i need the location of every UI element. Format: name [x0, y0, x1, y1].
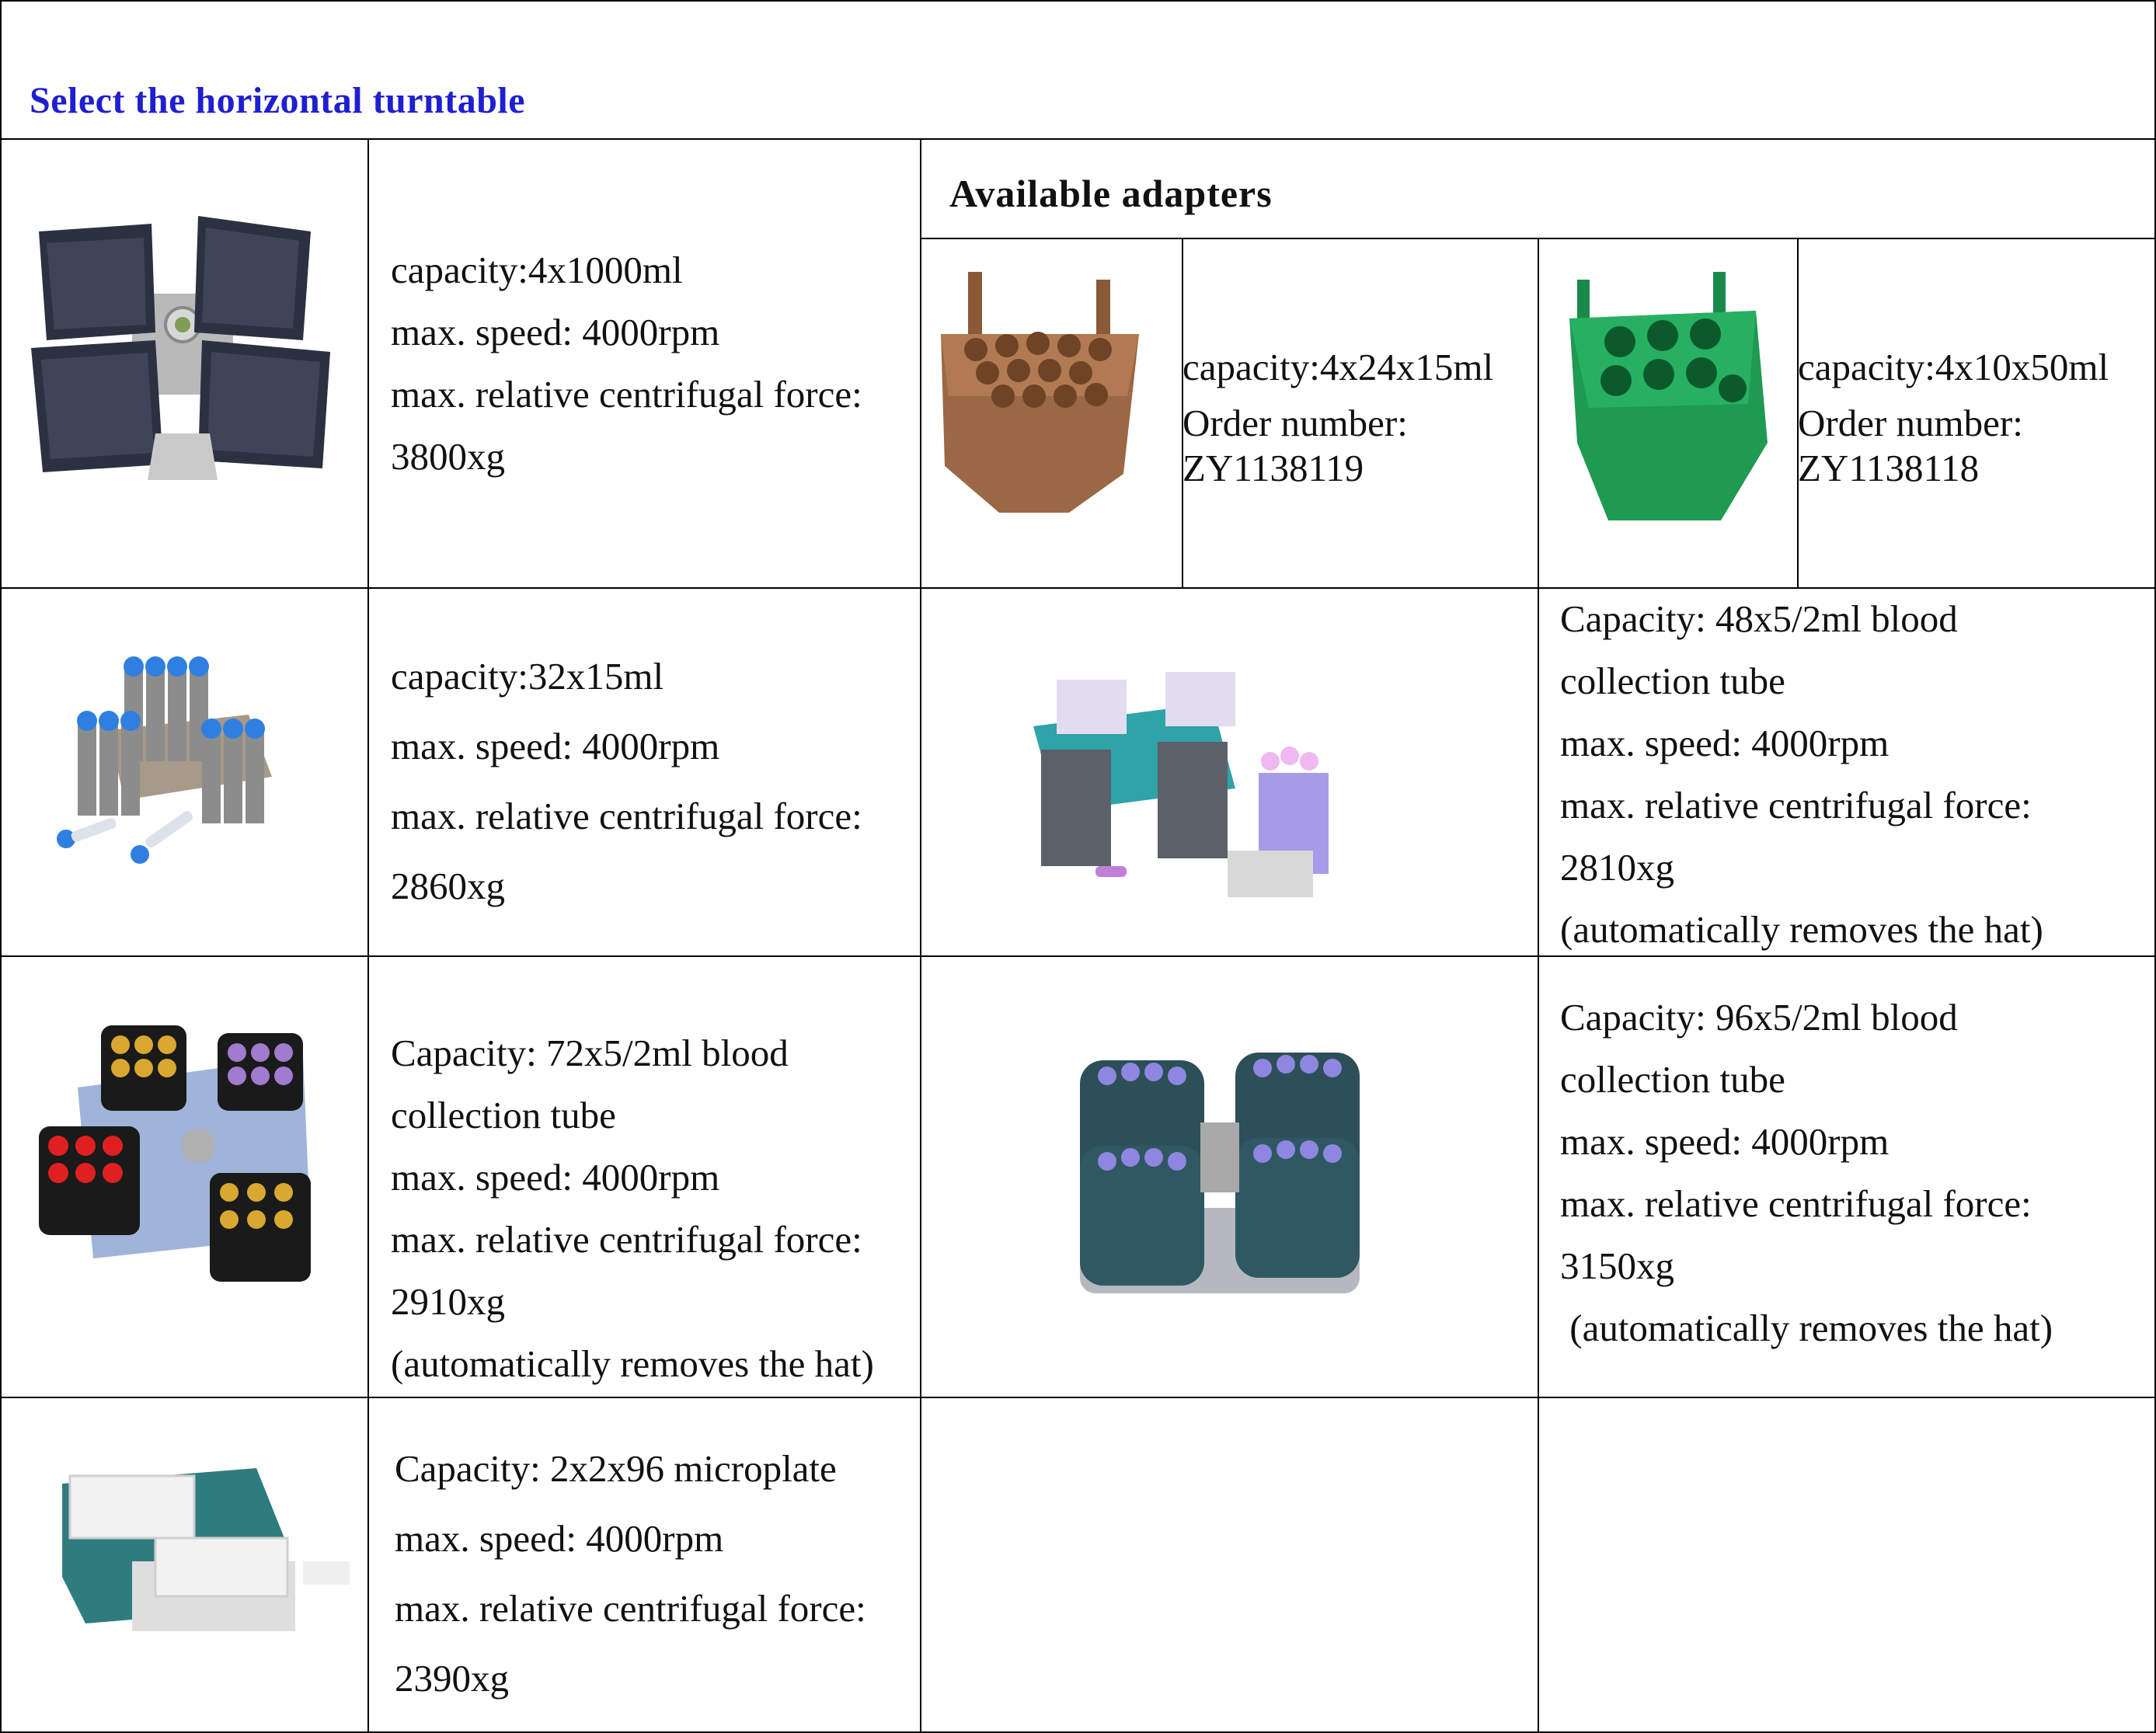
- rotor3-tube: collection tube: [1560, 659, 1785, 702]
- rotor-72-tube-image: [31, 1010, 342, 1289]
- rotor3-note: (automatically removes the hat): [1560, 908, 2043, 951]
- rotor-48-tube-image: [979, 656, 1367, 913]
- adapter-50ml-green-image: [1562, 272, 1779, 528]
- rotor-microplate-image: [23, 1453, 357, 1655]
- rotor3-rcf-label: max. relative centrifugal force:: [1560, 784, 2032, 826]
- adapter1-capacity: capacity:4x24x15ml: [1182, 346, 1494, 388]
- row4-empty-cell-2: [1538, 1397, 2156, 1733]
- rotor4-speed: max. speed: 4000rpm: [391, 1156, 720, 1199]
- rotor4-rcf-label: max. relative centrifugal force:: [391, 1218, 862, 1261]
- adapters-header: Available adapters: [949, 172, 1273, 215]
- adapter2-specs: [1798, 345, 2109, 491]
- page-title: Select the horizontal turntable: [30, 80, 526, 121]
- rotor-96-tube-image: [1064, 1029, 1375, 1309]
- rotor2-rcf-value: 2860xg: [391, 865, 505, 907]
- rotor-32x15ml-image: [16, 637, 350, 886]
- adapter2-order-number: ZY1138118: [1798, 447, 1980, 489]
- adapter1-specs: [1182, 345, 1493, 491]
- adapter2-capacity: capacity:4x10x50ml: [1798, 346, 2109, 388]
- rotor3-specs: [1560, 588, 2043, 961]
- rotor5-tube: collection tube: [1560, 1058, 1785, 1101]
- rotor2-rcf-label: max. relative centrifugal force:: [391, 795, 862, 837]
- rotor5-capacity: Capacity: 96x5/2ml blood: [1560, 996, 1958, 1039]
- rotor3-capacity: Capacity: 48x5/2ml blood: [1560, 597, 1958, 640]
- rotor4-specs: [391, 1022, 874, 1395]
- rotor5-note: (automatically removes the hat): [1560, 1307, 2053, 1349]
- rotor3-rcf-value: 2810xg: [1560, 846, 1674, 889]
- rotor5-specs: [1560, 987, 2053, 1359]
- rotor1-speed: max. speed: 4000rpm: [391, 311, 720, 353]
- rotor5-rcf-label: max. relative centrifugal force:: [1560, 1182, 2032, 1225]
- adapter-15ml-brown-image: [929, 272, 1151, 520]
- rotor5-speed: max. speed: 4000rpm: [1560, 1120, 1890, 1163]
- rotor6-capacity: Capacity: 2x2x96 microplate: [395, 1447, 837, 1490]
- rotor1-rcf-label: max. relative centrifugal force:: [391, 373, 862, 416]
- rotor1-rcf-value: 3800xg: [391, 435, 505, 478]
- rotor-4x1000ml-image: [16, 200, 350, 488]
- rotor6-specs: [395, 1434, 866, 1714]
- rotor2-specs: [391, 642, 862, 921]
- rotor1-capacity: capacity:4x1000ml: [391, 249, 683, 291]
- adapter1-order-label: Order number:: [1182, 402, 1408, 444]
- rotor4-capacity: Capacity: 72x5/2ml blood: [391, 1032, 789, 1074]
- rotor6-rcf-label: max. relative centrifugal force:: [395, 1587, 866, 1630]
- row4-empty-cell-1: [920, 1397, 1539, 1733]
- rotor6-speed: max. speed: 4000rpm: [395, 1517, 724, 1560]
- rotor4-note: (automatically removes the hat): [391, 1342, 874, 1385]
- adapter2-order-label: Order number:: [1798, 402, 2023, 444]
- rotor2-speed: max. speed: 4000rpm: [391, 725, 720, 767]
- rotor6-rcf-value: 2390xg: [395, 1657, 509, 1700]
- rotor4-rcf-value: 2910xg: [391, 1280, 505, 1323]
- adapter1-order-number: ZY1138119: [1182, 447, 1364, 489]
- rotor3-speed: max. speed: 4000rpm: [1560, 722, 1890, 764]
- rotor2-capacity: capacity:32x15ml: [391, 655, 664, 698]
- rotor4-tube: collection tube: [391, 1094, 616, 1136]
- rotor1-specs: [391, 239, 862, 488]
- rotor5-rcf-value: 3150xg: [1560, 1244, 1674, 1287]
